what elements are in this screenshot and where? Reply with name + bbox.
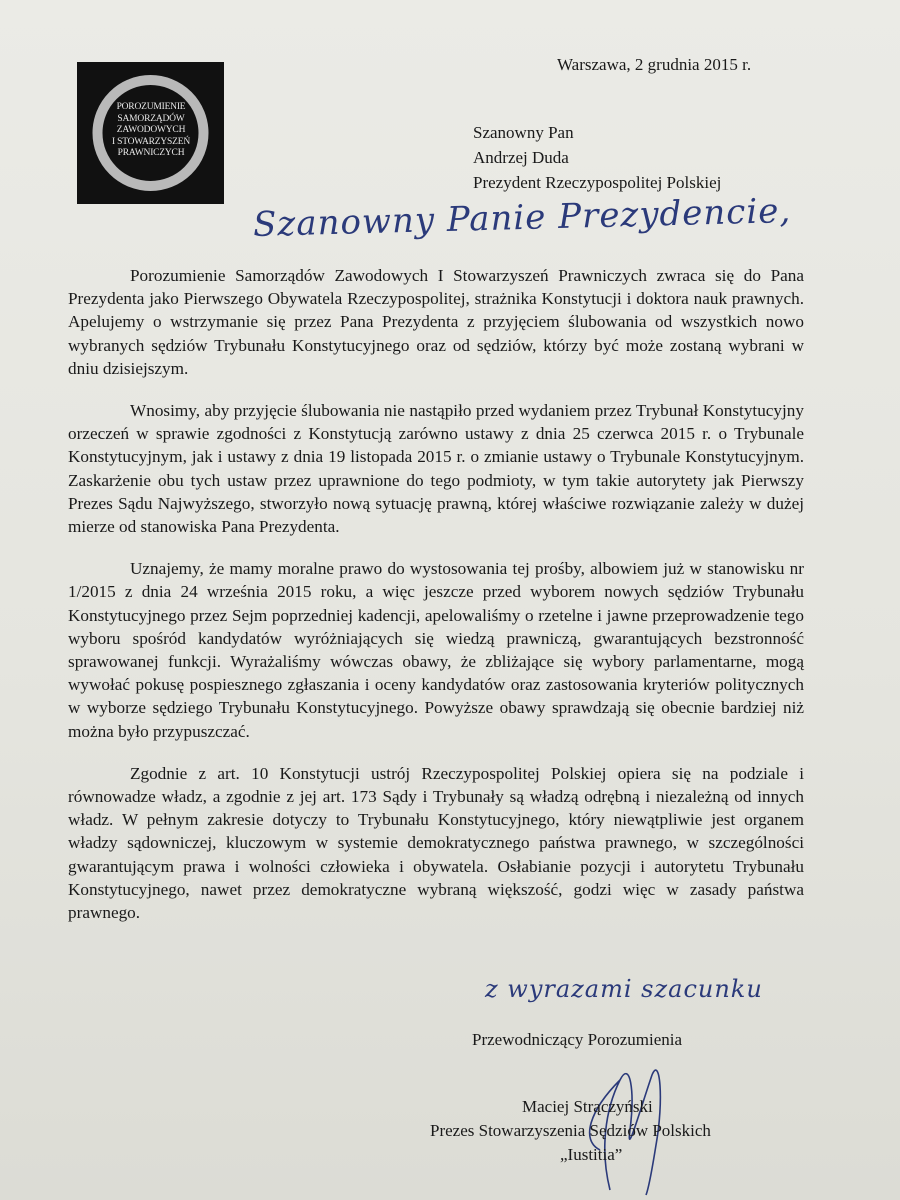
logo-line: ZAWODOWYCH bbox=[116, 125, 186, 135]
signatory-role: Przewodniczący Porozumienia bbox=[472, 1030, 683, 1049]
signatory-organization: „Iustitia” bbox=[560, 1145, 623, 1164]
paragraph: Porozumienie Samorządów Zawodowych I Stowarzyszeń Prawniczych zwraca się do Pana Prezydenta jako Pierwszego Obywatela Rzeczypospolitej, strażnika Konstytucji i doktora nauk prawnych. Apelujemy o wstrzymanie się przez Pana Prezydenta z przyjęciem ślubowania od wszystkich nowo wybranych sędziów Trybunału Konstytucyjnego oraz od sędziów, którzy być może zostaną wybrani w dniu dzisiejszym. bbox=[68, 266, 804, 378]
recipient-block bbox=[473, 120, 721, 195]
letter-body bbox=[68, 264, 804, 943]
logo-line: SAMORZĄDÓW bbox=[117, 113, 185, 124]
signatory-title: Prezes Stowarzyszenia Sędziów Polskich bbox=[430, 1121, 711, 1140]
place-date: Warszawa, 2 grudnia 2015 r. bbox=[557, 55, 752, 74]
handwritten-salutation: Szanowny Panie Prezydencie, bbox=[252, 190, 792, 246]
logo-text bbox=[99, 102, 203, 160]
logo-line: POROZUMIENIE bbox=[116, 102, 186, 112]
recipient-line: Szanowny Pan bbox=[473, 123, 574, 142]
paragraph: Zgodnie z art. 10 Konstytucji ustrój Rzeczypospolitej Polskiej opiera się na podziale i równowadze władz, a zgodnie z jej art. 173 Sądy i Trybunały są władzą odrębną i niezależną od innych władz. W pełnym zakresie dotyczy to Trybunału Konstytucyjnego, który niewątpliwie jest organem władzy sądowniczej, kluczowym w systemie demokratycznego państwa prawnego, w szczególności gwarantującym prawa i wolności człowieka i obywatela. Osłabianie pozycji i autorytetu Trybunału Konstytucyjnego, nawet przez demokratyczne wybraną większość, godzi więc w zasady państwa prawnego. bbox=[68, 763, 804, 923]
recipient-line: Andrzej Duda bbox=[473, 148, 569, 167]
recipient-line: Prezydent Rzeczypospolitej Polskiej bbox=[473, 173, 722, 192]
logo-line: I STOWARZYSZEŃ bbox=[111, 136, 191, 147]
signatory-name: Maciej Strączyński bbox=[522, 1097, 653, 1116]
logo-line: PRAWNICZYCH bbox=[117, 148, 185, 158]
paragraph: Uznajemy, że mamy moralne prawo do wystosowania tej prośby, albowiem już w stanowisku nr 1/2015 z dnia 24 września 2015 roku, a więc jeszcze przed wyborem nowych sędziów Trybunału Konstytucyjnego przez Sejm poprzedniej kadencji, apelowaliśmy o rzetelne i jawne przeprowadzenie tego wyboru spośród kandydatów wyróżniających się wiedzą prawniczą, gwarantujących bezstronność sprawowanej funkcji. Wyrażaliśmy wówczas obawy, że zbliżające się wybory parlamentarne, mogą wywołać pokusę pospiesznego zgłaszania i oceny kandydatów oraz zastosowania kryteriów politycznych w wyborze sędziego Trybunału Konstytucyjnego. Powyższe obawy sprawdzają się obecnie bardziej niż można było przypuszczać. bbox=[68, 559, 804, 741]
paragraph: Wnosimy, aby przyjęcie ślubowania nie nastąpiło przed wydaniem przez Trybunał Konstytucyjny orzeczeń w sprawie zgodności z Konstytucją zarówno ustawy z dnia 25 czerwca 2015 r. o Trybunale Konstytucyjnym, jak i ustawy z dnia 19 listopada 2015 r. o zmianie ustawy o Trybunale Konstytucyjnym. Zaskarżenie obu tych ustaw przez uprawnione do tego podmioty, w tym takie autorytety jak Pierwszy Prezes Sądu Najwyższego, stworzyło nową sytuację prawną, której właściwe rozwiązanie zależy w dużej mierze od stanowiska Pana Prezydenta. bbox=[68, 401, 804, 537]
organization-logo bbox=[77, 62, 224, 204]
handwritten-closing: z wyrazami szacunku bbox=[485, 975, 763, 1003]
